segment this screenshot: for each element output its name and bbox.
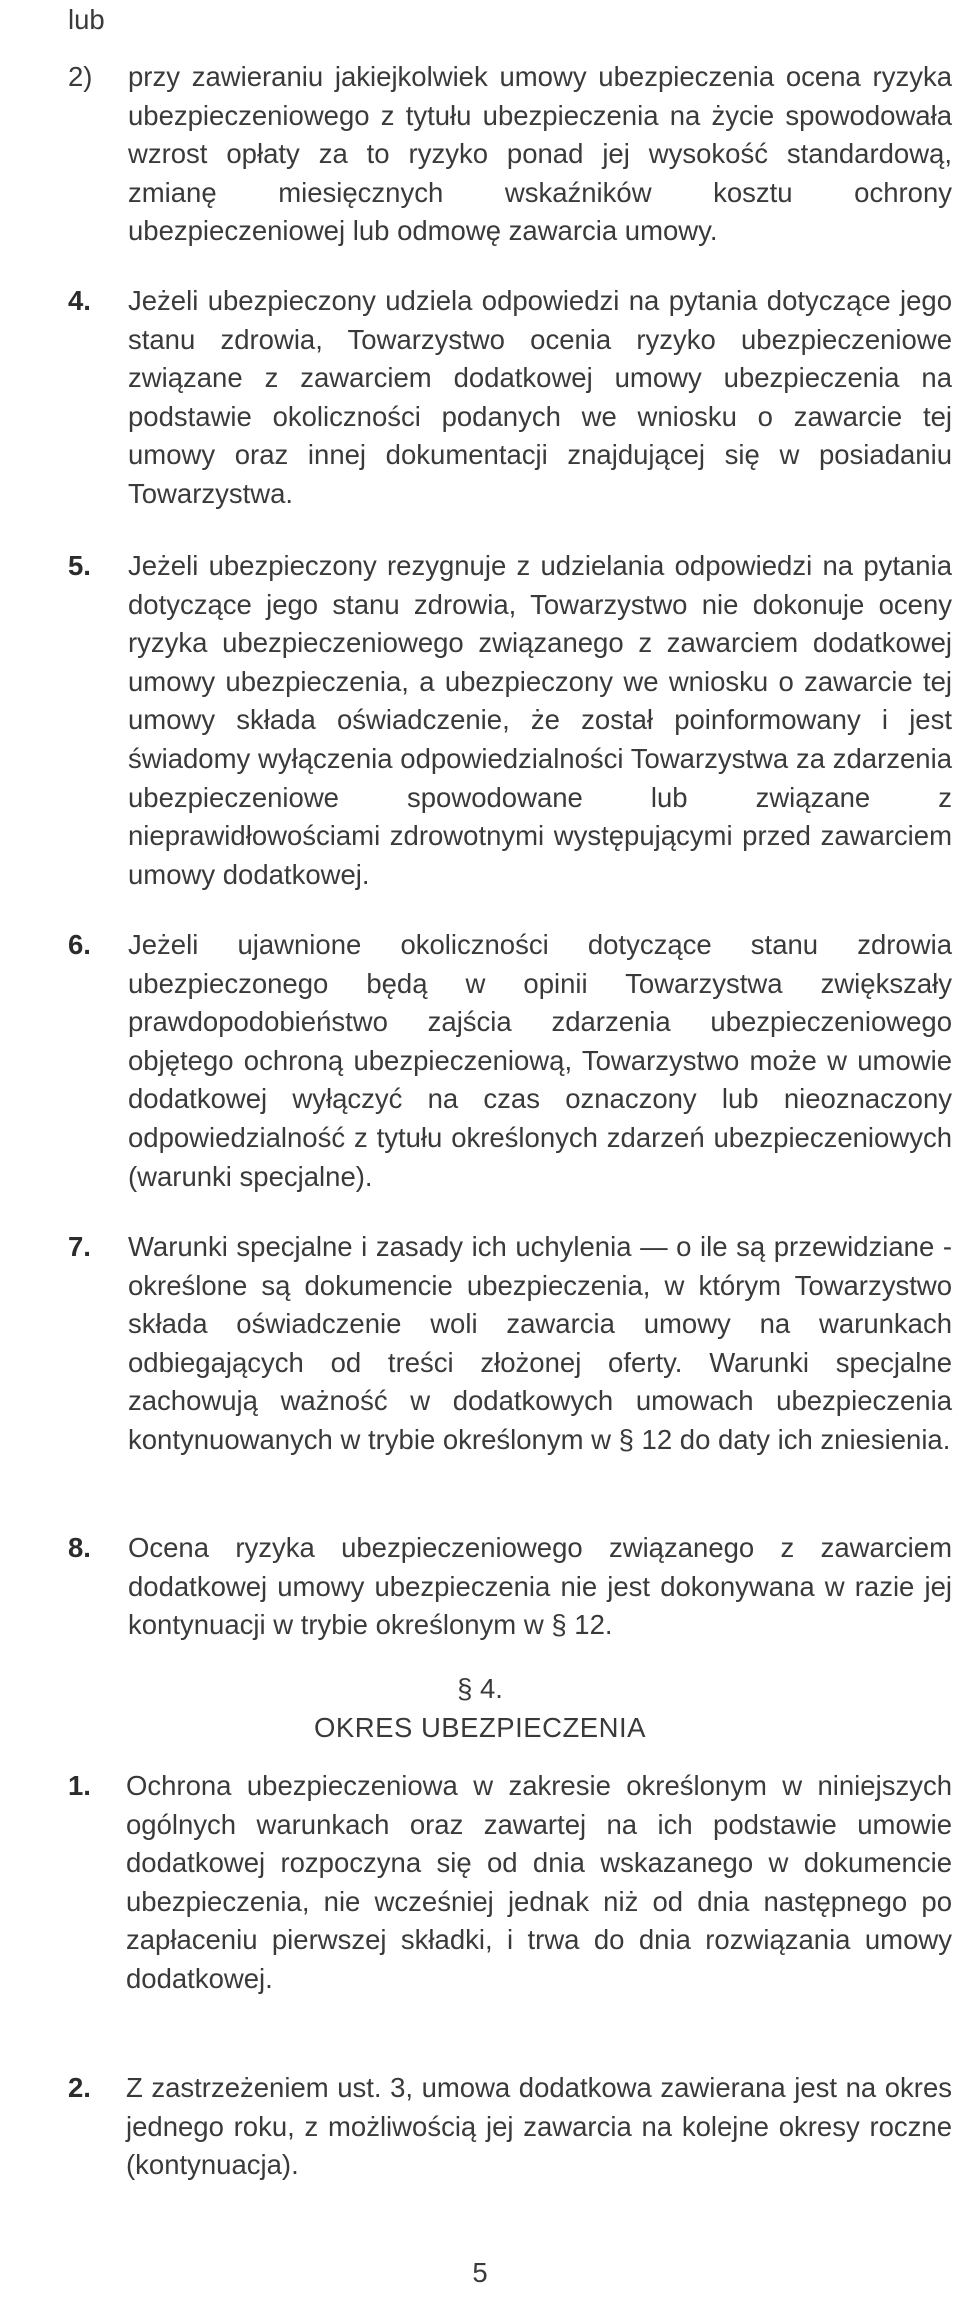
paragraph-number: 2. [68, 2072, 91, 2103]
list-item [68, 58, 952, 251]
paragraph-number: 6. [68, 929, 91, 960]
paragraph-number: 1. [68, 1770, 91, 1801]
paragraph-6 [68, 926, 952, 1196]
paragraph-text: Warunki specjalne i zasady ich uchylenia — o ile są przewidziane - określone są dokumencie ubezpieczenia, w którym Towarzystwo składa oświadczenie woli zawarcia umowy na warunkach odbiegających od treści złożonej oferty. Warunki specjalne zachowują ważność w dodatkowych umowach ubezpieczenia kontynuowanych w trybie określonym w § 12 do daty ich zniesienia. [128, 1231, 952, 1455]
list-item-number: 2) [68, 61, 93, 92]
continued-text-fragment: lub [68, 4, 105, 35]
list-item-text: przy zawieraniu jakiejkolwiek umowy ubezpieczenia ocena ryzyka ubezpieczeniowego z tytułu ubezpieczenia na życie spowodowała wzrost opłaty za to ryzyko ponad jej wysokość standardową, zmianę miesięcznych wskaźników kosztu ochrony ubezpieczeniowej lub odmowę zawarcia umowy. [128, 61, 952, 247]
paragraph-text: Jeżeli ujawnione okoliczności dotyczące stanu zdrowia ubezpieczonego będą w opinii Towarzystwa zwiększały prawdopodobieństwo zajścia zdarzenia ubezpieczeniowego objętego ochroną ubezpieczeniową, Towarzystwo może w umowie dodatkowej wyłączyć na czas oznaczony lub nieoznaczony odpowiedzialność z tytułu określonych zdarzeń ubezpieczeniowych (warunki specjalne). [128, 929, 952, 1192]
section-title: OKRES UBEZPIECZENIA [314, 1712, 646, 1743]
section-paragraph-2 [68, 2069, 952, 2185]
paragraph-text: Jeżeli ubezpieczony udziela odpowiedzi na pytania dotyczące jego stanu zdrowia, Towarzystwo ocenia ryzyko ubezpieczeniowe związane z zawarciem dodatkowej umowy ubezpieczenia na podstawie okoliczności podanych we wniosku o zawarcie tej umowy oraz innej dokumentacji znajdującej się w posiadaniu Towarzystwa. [128, 285, 952, 509]
paragraph-text: Ochrona ubezpieczeniowa w zakresie określonym w niniejszych ogólnych warunkach oraz zawartej na ich podstawie umowie dodatkowej rozpoczyna się od dnia wskazanego w dokumencie ubezpieczenia, nie wcześniej jednak niż od dnia następnego po zapłaceniu pierwszej składki, i trwa do dnia rozwiązania umowy dodatkowej. [126, 1770, 952, 1994]
paragraph-text: Ocena ryzyka ubezpieczeniowego związanego z zawarciem dodatkowej umowy ubezpieczenia nie jest dokonywana w razie jej kontynuacji w trybie określonym w § 12. [128, 1532, 952, 1641]
paragraph-5 [68, 547, 952, 894]
paragraph-number: 4. [68, 285, 91, 316]
section-number: § 4. [457, 1673, 503, 1704]
paragraph-8 [68, 1529, 952, 1645]
paragraph-number: 5. [68, 550, 91, 581]
paragraph-number: 8. [68, 1532, 91, 1563]
paragraph-text: Jeżeli ubezpieczony rezygnuje z udzielania odpowiedzi na pytania dotyczące jego stanu zdrowia, Towarzystwo nie dokonuje oceny ryzyka ubezpieczeniowego związanego z zawarciem dodatkowej umowy ubezpieczenia, a ubezpieczony we wniosku o zawarcie tej umowy składa oświadczenie, że został poinformowany i jest świadomy wyłączenia odpowiedzialności Towarzystwa za zdarzenia ubezpieczeniowe spowodowane lub związane z nieprawidłowościami zdrowotnymi występującymi przed zawarciem umowy dodatkowej. [128, 550, 952, 890]
paragraph-4 [68, 282, 952, 514]
page-number: 5 [472, 2257, 488, 2288]
paragraph-number: 7. [68, 1231, 91, 1262]
paragraph-text: Z zastrzeżeniem ust. 3, umowa dodatkowa zawierana jest na okres jednego roku, z możliwością jej zawarcia na kolejne okresy roczne (kontynuacja). [126, 2072, 952, 2181]
paragraph-7 [68, 1228, 952, 1460]
section-paragraph-1 [68, 1767, 952, 1999]
